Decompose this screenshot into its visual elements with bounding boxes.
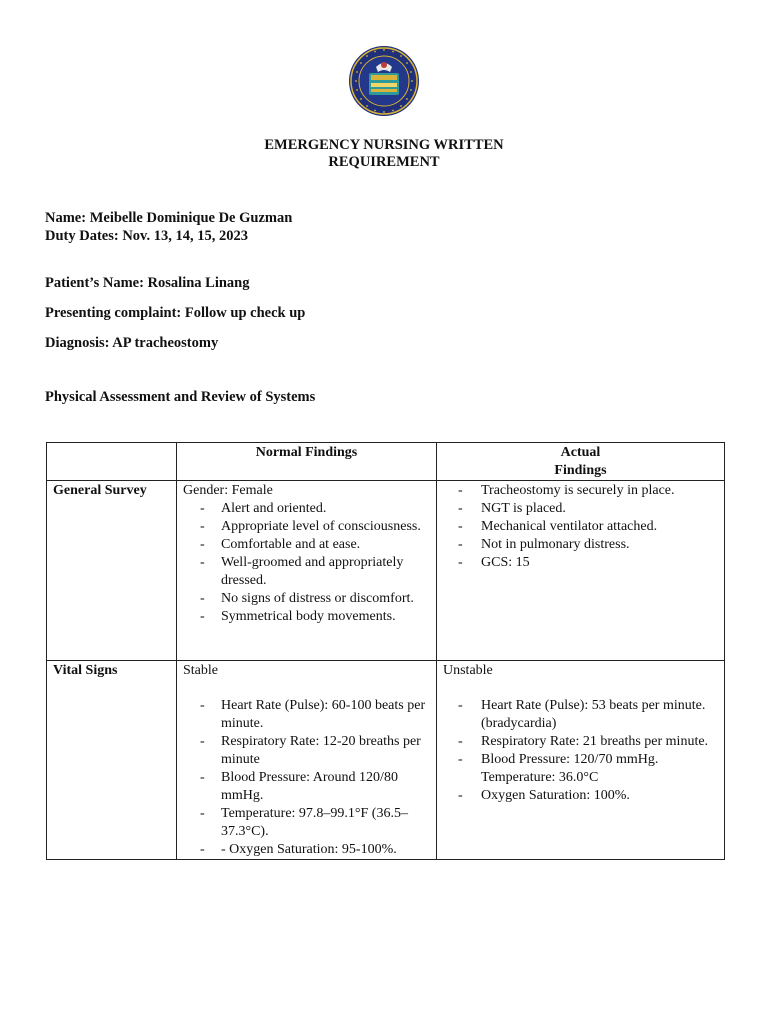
row-label-vital-signs: Vital Signs [47, 661, 177, 860]
list-item: - Blood Pressure: Around 120/80 mmHg. [183, 769, 430, 805]
list-item: - Respiratory Rate: 12-20 breaths per minute [183, 733, 430, 769]
vital-signs-actual-cell [437, 661, 725, 860]
document-title [0, 137, 768, 171]
table-header-row [47, 443, 725, 481]
vital-signs-normal-cell [177, 661, 437, 860]
diagnosis-label: Diagnosis: [45, 335, 110, 351]
section-heading: Physical Assessment and Review of Systems [45, 389, 316, 405]
header-normal-findings: Normal Findings [177, 443, 437, 481]
student-name-label: Name: [45, 210, 87, 226]
vital-signs-actual-intro: Unstable [443, 663, 493, 678]
row-label-general-survey: General Survey [47, 481, 177, 661]
university-seal-icon [348, 45, 420, 117]
vital-signs-normal-intro: Stable [183, 663, 218, 678]
list-item: - Mechanical ventilator attached. [443, 518, 718, 536]
title-line-1: EMERGENCY NURSING WRITTEN [264, 137, 504, 153]
student-name-value: Meibelle Dominique De Guzman [89, 210, 293, 226]
table-row-general-survey [47, 481, 725, 661]
presenting-complaint-label: Presenting complaint: [45, 305, 182, 321]
list-item: - Alert and oriented. [183, 500, 430, 518]
list-item: - Tracheostomy is securely in place. [443, 482, 718, 500]
presenting-complaint-value: Follow up check up [184, 305, 306, 321]
patient-name-line [45, 274, 250, 292]
duty-dates-line [45, 227, 248, 245]
patient-name-value: Rosalina Linang [147, 275, 250, 291]
list-item: - Respiratory Rate: 21 breaths per minute. [443, 733, 718, 751]
list-item: - Temperature: 97.8–99.1°F (36.5–37.3°C). [183, 805, 430, 841]
list-item: - Heart Rate (Pulse): 60-100 beats per minute. [183, 697, 430, 733]
list-item: - Blood Pressure: 120/70 mmHg. Temperature: 36.0°C [443, 751, 718, 787]
list-item: - GCS: 15 [443, 554, 718, 572]
duty-dates-label: Duty Dates: [45, 228, 119, 244]
diagnosis-line [45, 334, 218, 352]
list-item: - Appropriate level of consciousness. [183, 518, 430, 536]
title-line-2: REQUIREMENT [328, 154, 440, 170]
student-name-line [45, 209, 292, 227]
list-item: - - Oxygen Saturation: 95-100%. [183, 841, 430, 859]
list-item: - Symmetrical body movements. [183, 608, 430, 626]
list-item: - No signs of distress or discomfort. [183, 590, 430, 608]
table-row-vital-signs [47, 661, 725, 860]
header-actual-findings: Actual Findings [437, 443, 725, 481]
list-item: - NGT is placed. [443, 500, 718, 518]
header-empty-cell [47, 443, 177, 481]
list-item: - Oxygen Saturation: 100%. [443, 787, 718, 805]
presenting-complaint-line [45, 304, 305, 322]
patient-name-label: Patient’s Name: [45, 275, 144, 291]
assessment-table [46, 442, 725, 860]
list-item: - Well-groomed and appropriately dressed. [183, 554, 430, 590]
list-item: - Comfortable and at ease. [183, 536, 430, 554]
university-seal-logo [348, 45, 420, 117]
general-survey-normal-intro: Gender: Female [183, 483, 273, 498]
diagnosis-value: AP tracheostomy [112, 335, 219, 351]
general-survey-actual-cell [437, 481, 725, 661]
general-survey-normal-cell [177, 481, 437, 661]
list-item: - Not in pulmonary distress. [443, 536, 718, 554]
list-item: - Heart Rate (Pulse): 53 beats per minute. (bradycardia) [443, 697, 718, 733]
duty-dates-value: Nov. 13, 14, 15, 2023 [122, 228, 248, 244]
